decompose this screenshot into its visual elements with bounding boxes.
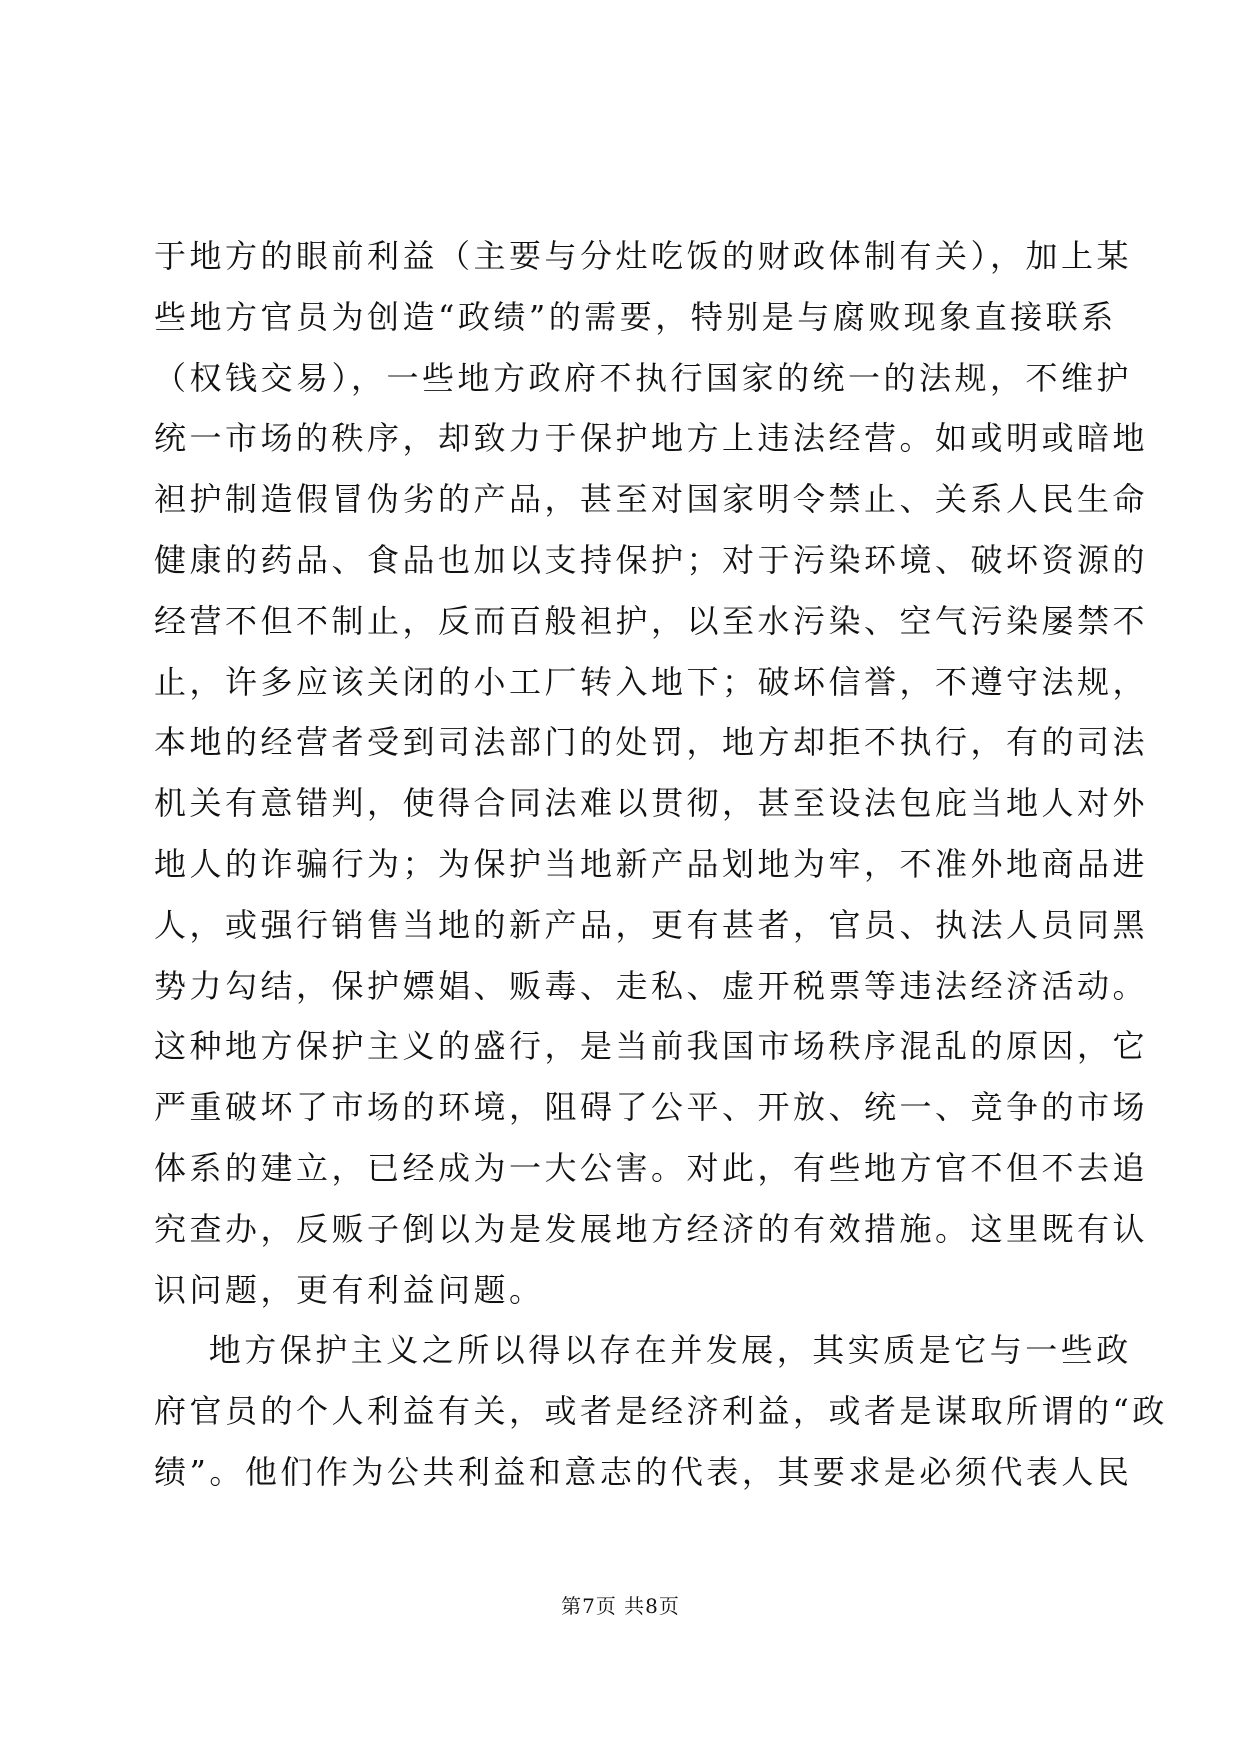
text-line: 严重破坏了市场的环境，阻碍了公平、开放、统一、竞争的市场 bbox=[154, 1088, 1149, 1127]
body-text bbox=[154, 226, 1168, 1503]
text-line: 究查办，反贩子倒以为是发展地方经济的有效措施。这里既有认 bbox=[154, 1209, 1149, 1248]
page-number: 第7页 共8页 bbox=[561, 1594, 680, 1618]
text-line: 袒护制造假冒伪劣的产品，甚至对国家明令禁止、关系人民生命 bbox=[154, 480, 1149, 519]
text-line: 些地方官员为创造“政绩”的需要，特别是与腐败现象直接联系 bbox=[154, 297, 1117, 336]
text-line: 统一市场的秩序，却致力于保护地方上违法经营。如或明或暗地 bbox=[154, 419, 1149, 458]
text-line: 地方保护主义之所以得以存在并发展，其实质是它与一些政 bbox=[154, 1331, 1132, 1370]
text-line: 健康的药品、食品也加以支持保护；对于污染环境、破坏资源的 bbox=[154, 540, 1149, 579]
text-line: 人，或强行销售当地的新产品，更有甚者，官员、执法人员同黑 bbox=[154, 905, 1149, 944]
text-line: 识问题，更有利益问题。 bbox=[154, 1270, 545, 1309]
text-line: 止，许多应该关闭的小工厂转入地下；破坏信誉，不遵守法规， bbox=[154, 662, 1149, 701]
text-line: 绩”。他们作为公共利益和意志的代表，其要求是必须代表人民 bbox=[154, 1452, 1133, 1491]
text-line: 府官员的个人利益有关，或者是经济利益，或者是谋取所谓的“政 bbox=[154, 1392, 1168, 1431]
text-line: （权钱交易），一些地方政府不执行国家的统一的法规，不维护 bbox=[154, 358, 1133, 397]
text-line: 势力勾结，保护嫖娼、贩毒、走私、虚开税票等违法经济活动。 bbox=[154, 966, 1149, 1005]
page-footer bbox=[0, 1590, 1241, 1619]
text-line: 体系的建立，已经成为一大公害。对此，有些地方官不但不去追 bbox=[154, 1148, 1149, 1187]
text-line: 本地的经营者受到司法部门的处罚，地方却拒不执行，有的司法 bbox=[154, 723, 1149, 762]
text-line: 机关有意错判，使得合同法难以贯彻，甚至设法包庇当地人对外 bbox=[154, 784, 1149, 823]
text-line: 地人的诈骗行为；为保护当地新产品划地为牢，不准外地商品进 bbox=[154, 844, 1149, 883]
text-line: 于地方的眼前利益（主要与分灶吃饭的财政体制有关），加上某 bbox=[154, 237, 1133, 275]
text-line: 这种地方保护主义的盛行，是当前我国市场秩序混乱的原因，它 bbox=[154, 1027, 1149, 1066]
text-line: 经营不但不制止，反而百般袒护，以至水污染、空气污染屡禁不 bbox=[154, 601, 1149, 640]
